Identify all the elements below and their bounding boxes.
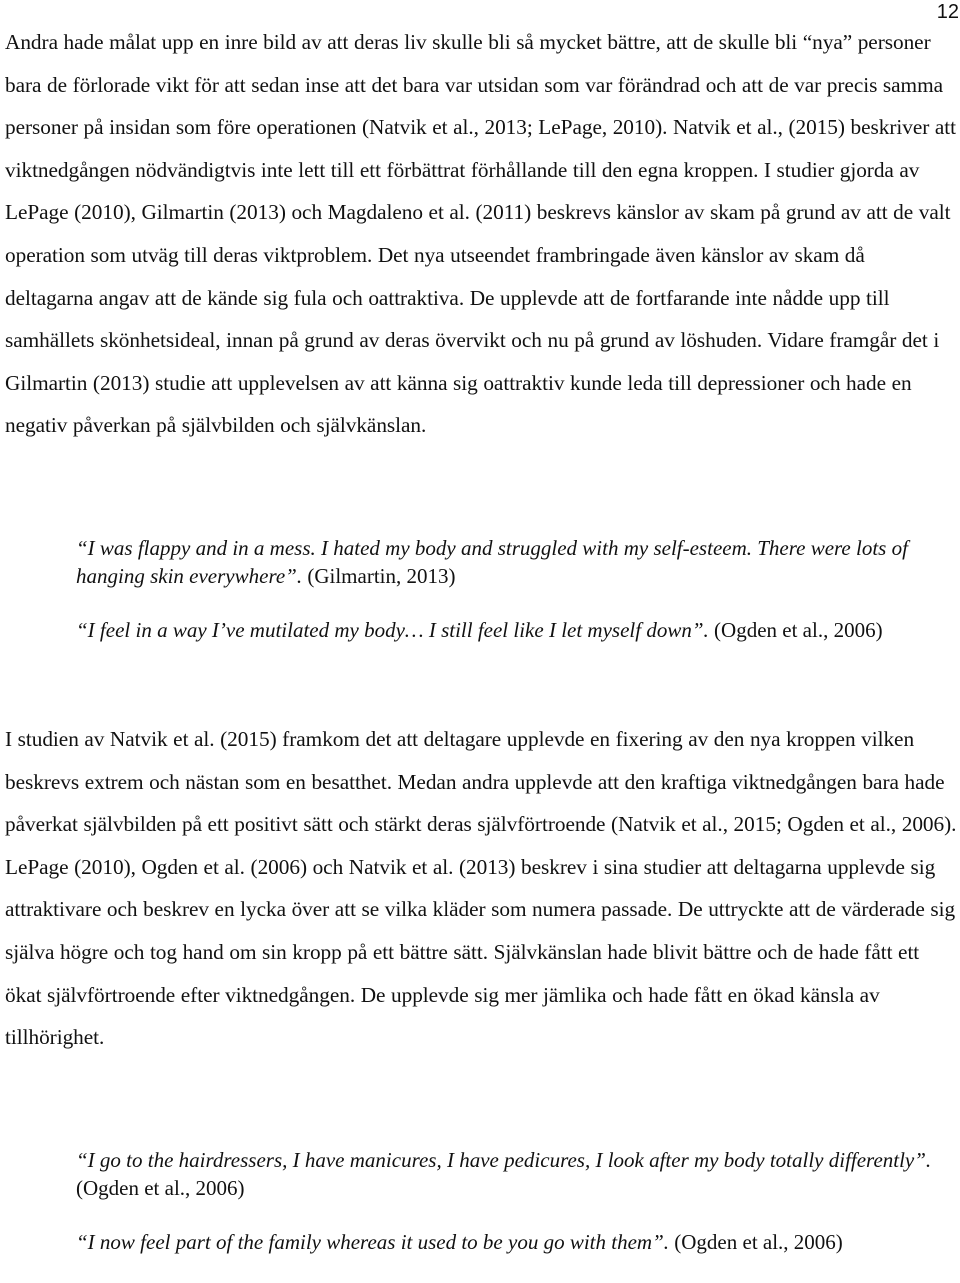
block-quote [76,1228,960,1256]
block-quote [76,616,960,644]
page-number: 12 [936,1,959,23]
block-quote [76,534,960,590]
block-quote [76,1146,960,1202]
quote-citation: (Ogden et al., 2006) [708,618,883,642]
quote-text: “I go to the hairdressers, I have manicures, I have pedicures, I look after my body totally differently”. [76,1148,932,1172]
quote-text: “I now feel part of the family whereas it used to be you go with them”. [76,1230,670,1254]
quote-text: “I was flappy and in a mess. I hated my body and struggled with my self-esteem. There were lots of hanging skin everywhere”. [76,536,908,588]
quote-citation: (Ogden et al., 2006) [669,1230,843,1254]
body-paragraph: Andra hade målat upp en inre bild av att deras liv skulle bli så mycket bättre, att de skulle bli “nya” personer bara de förlorade vikt för att sedan inse att det bara var utsidan som var förändrad och att de var precis samma personer på insidan som före operationen (Natvik et al., 2013; LePage, 2010). Natvik et al., (2015) beskriver att viktnedgången nödvändigtvis inte lett till ett förbättrat förhållande till den egna kroppen. I studier gjorda av LePage (2010), Gilmartin (2013) och Magdaleno et al. (2011) beskrevs känslor av skam på grund av att de valt operation som utväg till deras viktproblem. Det nya utseendet frambringade även känslor av skam då deltagarna angav att de kände sig fula och oattraktiva. De upplevde att de fortfarande inte nådde upp till samhällets skönhetsideal, innan på grund av deras övervikt och nu på grund av löshuden. Vidare framgår det i Gilmartin (2013) studie att upplevelsen av att känna sig oattraktiv kunde leda till depressioner och hade en negativ påverkan på självbilden och självkänslan. [5,30,957,438]
quote-text: “I feel in a way I’ve mutilated my body… I still feel like I let myself down”. [76,618,709,642]
quote-citation: (Ogden et al., 2006) [76,1176,245,1200]
body-paragraph: I studien av Natvik et al. (2015) framkom det att deltagare upplevde en fixering av den nya kroppen vilken beskrevs extrem och nästan som en besatthet. Medan andra upplevde att den kraftiga viktnedgången bara hade påverkat självbilden på ett positivt sätt och stärkt deras självförtroende (Natvik et al., 2015; Ogden et al., 2006). LePage (2010), Ogden et al. (2006) och Natvik et al. (2013) beskrev i sina studier att deltagarna upplevde sig attraktivare och beskrev en lycka över att se vilka kläder som numera passade. De uttryckte att de värderade sig själva högre och tog hand om sin kropp på ett bättre sätt. Självkänslan hade blivit bättre och de hade fått ett ökat självförtroende efter viktnedgången. De upplevde sig mer jämlika och hade fått en ökad känsla av tillhörighet. [5,727,957,1050]
quote-citation: (Gilmartin, 2013) [302,564,456,588]
